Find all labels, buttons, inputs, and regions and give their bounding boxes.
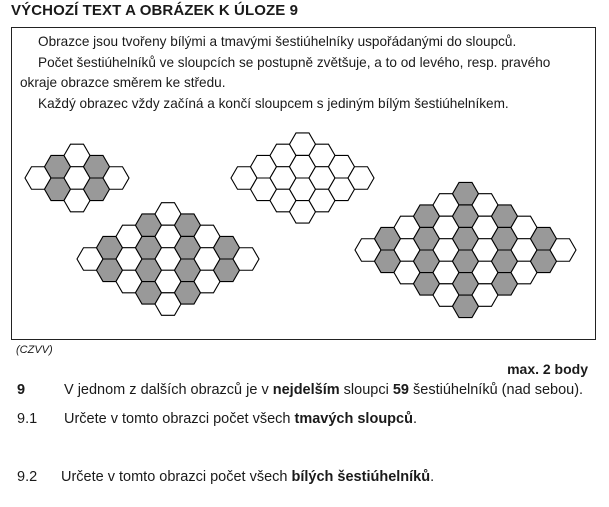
intro-paragraph-3: Každý obrazec vždy začíná a končí sloupcem s jediným bílým šestiúhelníkem. — [38, 96, 509, 111]
task-heading: VÝCHOZÍ TEXT A OBRÁZEK K ÚLOZE 9 — [11, 2, 299, 19]
hexagon-figure-3 — [231, 133, 374, 223]
question-number: 9 — [17, 382, 26, 398]
question-number: 9.2 — [17, 469, 38, 485]
question-text: Určete v tomto obrazci počet všech tmavých sloupců. — [64, 411, 417, 427]
source-label: (CZVV) — [16, 344, 53, 356]
intro-paragraph-2: Počet šestiúhelníků ve sloupcích se postupně zvětšuje, a to od levého, resp. pravého okraje obrazce směrem ke středu. — [20, 55, 551, 90]
question-number: 9.1 — [17, 411, 38, 427]
question-text: Určete v tomto obrazci počet všech bílých šestiúhelníků. — [61, 469, 435, 485]
hexagon-figure-1 — [25, 144, 129, 212]
hexagon-figure-4 — [355, 182, 576, 317]
max-score-label: max. 2 body — [507, 361, 588, 377]
intro-paragraph-1: Obrazce jsou tvořeny bílými a tmavými šestiúhelníky uspořádanými do sloupců. — [38, 34, 517, 49]
hexagon-figure-2 — [77, 203, 259, 316]
question-text: V jednom z dalších obrazců je v nejdelším sloupci 59 šestiúhelníků (nad sebou). — [64, 382, 584, 398]
